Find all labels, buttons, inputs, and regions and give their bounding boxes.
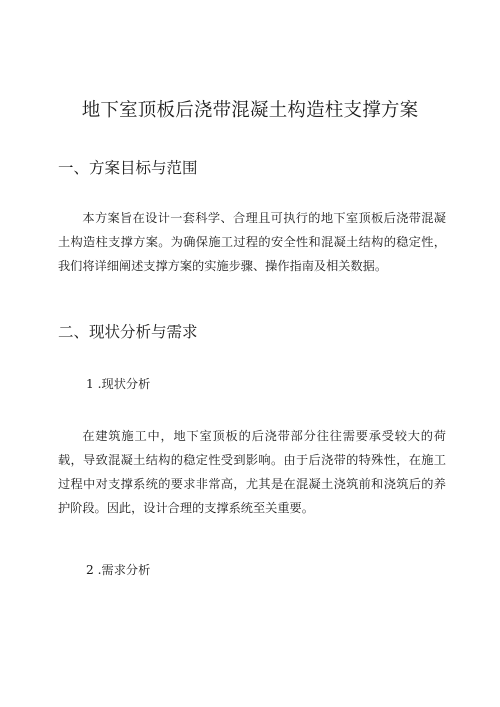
document-title: 地下室顶板后浇带混凝土构造柱支撑方案	[81, 100, 419, 121]
subsection-paragraph-status: 在建筑施工中，地下室顶板的后浇带部分往往需要承受较大的荷载，导致混凝土结构的稳定性受到影响。由于后浇带的特殊性，在施工过程中对支撑系统的要求非常高，尤其是在混凝土浇筑前和浇筑后的养护阶段。因此，设计合理的支撑系统至关重要。	[58, 429, 446, 515]
subsection-label-status: 1 .现状分析	[86, 377, 151, 391]
section-paragraph-goals: 本方案旨在设计一套科学、合理且可执行的地下室顶板后浇带混凝土构造柱支撑方案。为确保施工过程的安全性和混凝土结构的稳定性，我们将详细阐述支撑方案的实施步骤、操作指南及相关数据。	[58, 211, 446, 273]
section-heading-goals: 一、方案目标与范围	[58, 159, 198, 177]
section-heading-analysis: 二、现状分析与需求	[58, 323, 198, 341]
subsection-label-needs: 2 .需求分析	[86, 563, 151, 577]
